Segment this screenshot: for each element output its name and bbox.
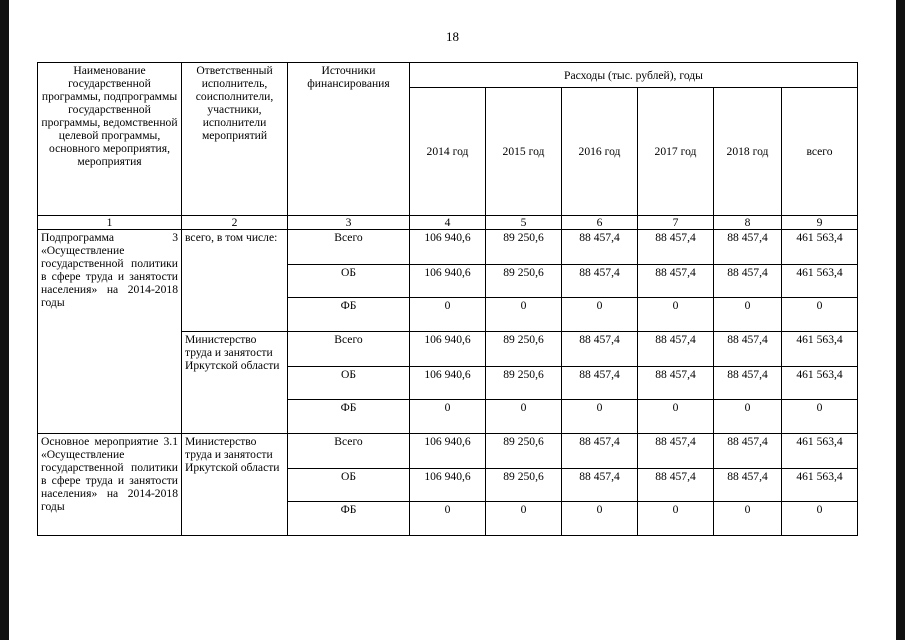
year-value: 89 250,6 xyxy=(486,265,562,298)
column-number: 5 xyxy=(486,216,562,230)
total-value: 461 563,4 xyxy=(782,469,858,502)
column-number: 9 xyxy=(782,216,858,230)
year-value: 106 940,6 xyxy=(410,434,486,469)
year-value: 88 457,4 xyxy=(714,230,782,265)
year-value: 0 xyxy=(562,400,638,434)
year-value: 106 940,6 xyxy=(410,265,486,298)
source-cell: ОБ xyxy=(288,367,410,400)
header-source: Источники финансирования xyxy=(288,63,410,216)
year-value: 88 457,4 xyxy=(714,332,782,367)
year-value: 88 457,4 xyxy=(638,265,714,298)
year-value: 106 940,6 xyxy=(410,230,486,265)
source-cell: Всего xyxy=(288,332,410,367)
source-cell: ОБ xyxy=(288,265,410,298)
year-value: 88 457,4 xyxy=(562,469,638,502)
year-value: 89 250,6 xyxy=(486,230,562,265)
table-row xyxy=(38,230,858,265)
year-value: 88 457,4 xyxy=(714,265,782,298)
column-number-row xyxy=(38,216,858,230)
year-value: 88 457,4 xyxy=(714,469,782,502)
column-number: 6 xyxy=(562,216,638,230)
total-value: 0 xyxy=(782,502,858,536)
year-value: 0 xyxy=(486,298,562,332)
scan-edge-left xyxy=(0,0,9,640)
year-value: 88 457,4 xyxy=(638,230,714,265)
column-number: 1 xyxy=(38,216,182,230)
column-number: 4 xyxy=(410,216,486,230)
source-cell: ФБ xyxy=(288,502,410,536)
year-value: 0 xyxy=(638,298,714,332)
header-year: 2014 год xyxy=(410,88,486,216)
column-number: 7 xyxy=(638,216,714,230)
budget-table xyxy=(37,62,858,536)
year-value: 89 250,6 xyxy=(486,469,562,502)
header-executor: Ответственный исполнитель, соисполнители, участники, исполнители мероприятий xyxy=(182,63,288,216)
year-value: 0 xyxy=(638,400,714,434)
executor-cell: Министерство труда и занятости Иркутской области xyxy=(182,434,288,536)
year-value: 0 xyxy=(410,502,486,536)
total-value: 461 563,4 xyxy=(782,230,858,265)
total-value: 0 xyxy=(782,298,858,332)
header-year: 2015 год xyxy=(486,88,562,216)
header-total: всего xyxy=(782,88,858,216)
year-value: 88 457,4 xyxy=(714,434,782,469)
year-value: 88 457,4 xyxy=(638,434,714,469)
page-number: 18 xyxy=(446,29,459,44)
year-value: 0 xyxy=(486,400,562,434)
table-row xyxy=(38,434,858,469)
header-year: 2018 год xyxy=(714,88,782,216)
year-value: 106 940,6 xyxy=(410,332,486,367)
executor-cell: всего, в том числе: xyxy=(182,230,288,332)
source-cell: ФБ xyxy=(288,400,410,434)
year-value: 88 457,4 xyxy=(714,367,782,400)
header-year: 2017 год xyxy=(638,88,714,216)
year-value: 88 457,4 xyxy=(638,332,714,367)
total-value: 0 xyxy=(782,400,858,434)
header-year: 2016 год xyxy=(562,88,638,216)
year-value: 88 457,4 xyxy=(562,230,638,265)
column-number: 2 xyxy=(182,216,288,230)
scan-edge-right xyxy=(896,0,905,640)
year-value: 0 xyxy=(410,400,486,434)
year-value: 88 457,4 xyxy=(562,367,638,400)
executor-cell: Министерство труда и занятости Иркутской области xyxy=(182,332,288,434)
column-number: 3 xyxy=(288,216,410,230)
subprogram-name: Подпрограмма 3 «Осуществление государственной политики в сфере труда и занятости населения» на 2014-2018 годы xyxy=(38,230,182,434)
year-value: 0 xyxy=(486,502,562,536)
year-value: 88 457,4 xyxy=(638,469,714,502)
main-activity-name: Основное мероприятие 3.1 «Осуществление государственной политики в сфере труда и занятости населения» на 2014-2018 годы xyxy=(38,434,182,536)
year-value: 0 xyxy=(714,502,782,536)
source-cell: ФБ xyxy=(288,298,410,332)
source-cell: Всего xyxy=(288,434,410,469)
year-value: 106 940,6 xyxy=(410,469,486,502)
column-number: 8 xyxy=(714,216,782,230)
year-value: 106 940,6 xyxy=(410,367,486,400)
total-value: 461 563,4 xyxy=(782,434,858,469)
header-name: Наименование государственной программы, подпрограммы государственной программы, ведомственной целевой программы, основного мероприятия, мероприятия xyxy=(38,63,182,216)
year-value: 88 457,4 xyxy=(562,434,638,469)
total-value: 461 563,4 xyxy=(782,265,858,298)
year-value: 89 250,6 xyxy=(486,367,562,400)
header-expenses: Расходы (тыс. рублей), годы xyxy=(410,63,858,88)
total-value: 461 563,4 xyxy=(782,367,858,400)
year-value: 0 xyxy=(562,502,638,536)
year-value: 89 250,6 xyxy=(486,434,562,469)
source-cell: ОБ xyxy=(288,469,410,502)
year-value: 88 457,4 xyxy=(562,332,638,367)
year-value: 0 xyxy=(638,502,714,536)
source-cell: Всего xyxy=(288,230,410,265)
year-value: 88 457,4 xyxy=(638,367,714,400)
total-value: 461 563,4 xyxy=(782,332,858,367)
year-value: 88 457,4 xyxy=(562,265,638,298)
year-value: 89 250,6 xyxy=(486,332,562,367)
year-value: 0 xyxy=(562,298,638,332)
year-value: 0 xyxy=(714,298,782,332)
year-value: 0 xyxy=(410,298,486,332)
year-value: 0 xyxy=(714,400,782,434)
